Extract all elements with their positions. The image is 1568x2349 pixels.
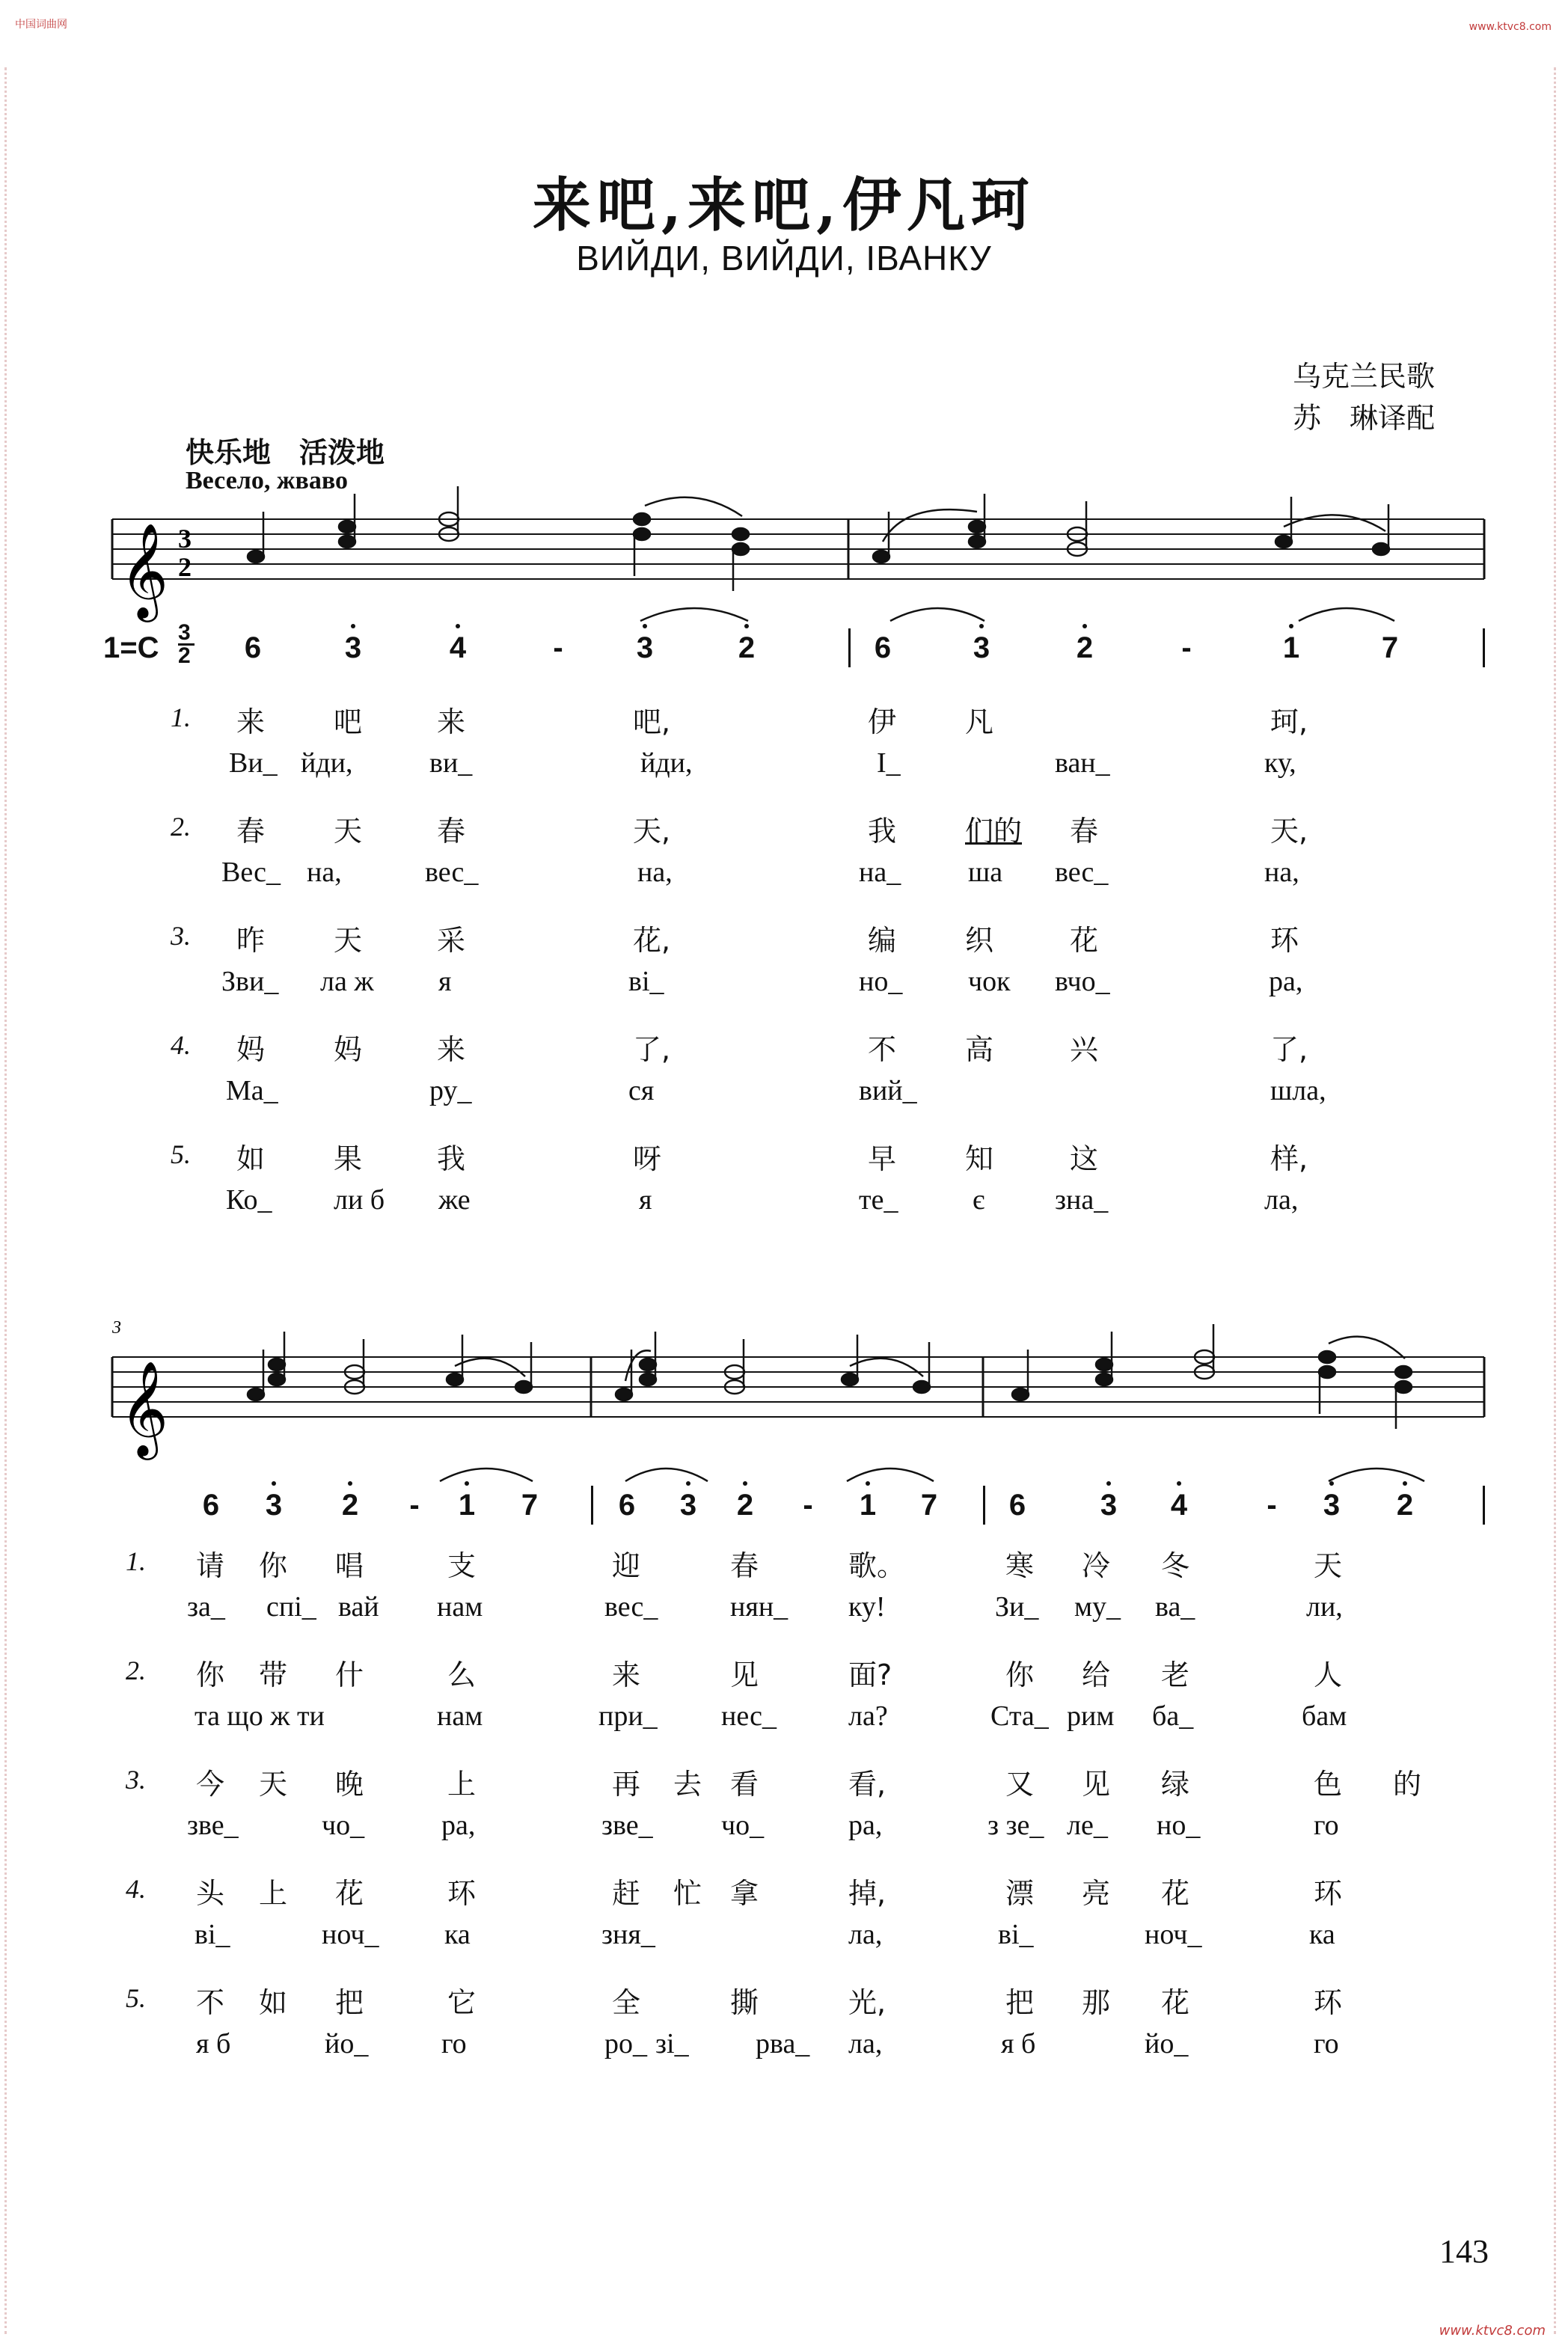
lyric-syllable-chinese: 那 <box>1082 1986 1111 2019</box>
lyric-syllable-chinese: 寒 <box>1005 1549 1035 1582</box>
lyric-syllable-russian: ру_ <box>429 1075 472 1106</box>
lyric-syllable-russian: Зви_ <box>221 966 279 997</box>
lyric-syllable-chinese: 再 <box>612 1768 641 1801</box>
lyric-syllable-chinese: 环 <box>1314 1877 1343 1910</box>
lyric-syllable-chinese: 来 <box>437 705 466 738</box>
note <box>1395 1366 1412 1378</box>
lyric-syllable-chinese: 把 <box>335 1986 364 2019</box>
lyric-syllable-chinese: 妈 <box>236 1033 266 1066</box>
lyric-syllable-russian: Ко_ <box>226 1184 272 1216</box>
lyric-syllable-russian: І_ <box>877 747 901 779</box>
lyric-syllable-chinese: 环 <box>447 1877 477 1910</box>
jianpu-note: 6 <box>1008 1489 1026 1522</box>
lyric-syllable-russian: го <box>1314 1810 1339 1841</box>
tempo-marking: 快乐地 活泼地 <box>186 436 385 469</box>
note <box>248 551 264 563</box>
lyric-syllable-chinese: 妈 <box>334 1033 363 1066</box>
lyric-syllable-russian: ла, <box>1264 1184 1299 1216</box>
lyric-syllable-chinese: 呀 <box>633 1142 662 1175</box>
jianpu-dash: - <box>553 631 563 664</box>
lyric-syllable-chinese: 天 <box>334 924 363 957</box>
lyric-syllable-chinese: 了, <box>633 1033 671 1066</box>
lyric-syllable-russian: вий_ <box>859 1075 917 1106</box>
jianpu-note: 6 <box>202 1489 220 1522</box>
barline <box>983 1486 985 1525</box>
lyric-syllable-chinese: 天 <box>1314 1549 1343 1582</box>
lyric-syllable-russian: но_ <box>859 966 903 997</box>
lyric-syllable-russian: ка <box>444 1919 471 1950</box>
lyric-syllable-chinese: 花, <box>633 924 671 957</box>
lyric-syllable-russian: зве_ <box>601 1810 653 1841</box>
note <box>640 1359 656 1370</box>
watermark-bottom: www.ktvc8.com <box>1439 2323 1546 2339</box>
barline <box>591 1486 593 1525</box>
lyric-syllable-russian: зве_ <box>187 1810 239 1841</box>
note <box>969 521 985 533</box>
lyric-syllable-russian: ся <box>628 1075 655 1106</box>
lyric-syllable-chinese: 采 <box>437 924 466 957</box>
lyric-syllable-russian: йди, <box>640 747 693 779</box>
jianpu-dash: - <box>803 1489 813 1522</box>
lyric-syllable-chinese: 环 <box>1270 924 1299 957</box>
watermark-right: www.ktvc8.com <box>1469 21 1552 33</box>
note <box>634 513 650 525</box>
lyric-syllable-chinese: 花 <box>335 1877 364 1910</box>
note <box>515 1381 532 1393</box>
lyric-syllable-russian: на, <box>637 857 673 888</box>
lyric-syllable-chinese: 带 <box>259 1659 288 1691</box>
lyric-syllable-chinese: 么 <box>447 1659 477 1691</box>
lyric-syllable-russian: ви_ <box>429 747 473 779</box>
lyric-syllable-russian: ноч_ <box>1145 1919 1202 1950</box>
notes-system-1 <box>248 486 1389 591</box>
lyric-syllable-russian: Зи_ <box>995 1591 1039 1623</box>
lyric-syllable-chinese: 人 <box>1314 1659 1343 1691</box>
lyric-syllable-chinese: 全 <box>612 1986 641 2019</box>
lyric-syllable-chinese: 看, <box>848 1768 886 1801</box>
lyric-syllable-russian: вай <box>338 1591 379 1623</box>
lyric-syllable-chinese: 面? <box>848 1659 892 1691</box>
lyric-syllable-russian: при_ <box>598 1700 658 1732</box>
verse-number: 1. <box>171 702 191 732</box>
note <box>269 1373 285 1385</box>
jianpu-note: 3 <box>967 631 996 665</box>
lyric-syllable-russian: ба_ <box>1152 1700 1194 1732</box>
lyric-syllable-chinese: 珂, <box>1270 705 1308 738</box>
lyric-syllable-russian: на, <box>307 857 342 888</box>
lyric-syllable-chinese: 花 <box>1161 1877 1190 1910</box>
lyric-syllable-russian: я <box>438 966 452 997</box>
jianpu-note: 4 <box>1164 1489 1194 1522</box>
lyric-syllable-russian: ша <box>968 857 1003 888</box>
lyric-syllable-chinese: 来 <box>437 1033 466 1066</box>
lyric-syllable-russian: ла? <box>848 1700 888 1732</box>
note <box>339 536 355 548</box>
note <box>913 1381 930 1393</box>
note <box>732 543 749 555</box>
lyric-syllable-chinese: 晚 <box>335 1768 364 1801</box>
lyric-syllable-russian: ві_ <box>628 966 664 997</box>
staff-lines-system-2 <box>112 1357 1484 1417</box>
lyric-syllable-chinese: 拿 <box>730 1877 759 1910</box>
lyric-syllable-chinese: 忙 <box>673 1877 702 1910</box>
lyric-syllable-chinese: 亮 <box>1082 1877 1111 1910</box>
note <box>1096 1373 1112 1385</box>
jianpu-note: 1 <box>853 1489 883 1522</box>
jianpu-note: 2 <box>335 1489 365 1522</box>
note <box>969 536 985 548</box>
lyric-syllable-russian: Ви_ <box>229 747 278 779</box>
lyric-syllable-chinese: 的 <box>1393 1768 1422 1801</box>
song-title: 来吧,来吧,伊凡珂 <box>532 171 1036 239</box>
jianpu-note: 3 <box>630 631 660 665</box>
lyric-syllable-chinese: 花 <box>1070 924 1099 957</box>
lyric-syllable-russian: за_ <box>187 1591 225 1623</box>
lyric-syllable-russian: ра, <box>848 1810 883 1841</box>
note <box>339 521 355 533</box>
lyric-syllable-russian: на_ <box>859 857 901 888</box>
lyric-syllable-chinese: 这 <box>1070 1142 1099 1175</box>
tempo-marking-russian: Весело, жваво <box>186 467 348 494</box>
lyric-syllable-chinese: 春 <box>730 1549 759 1582</box>
lyric-syllable-russian: нес_ <box>721 1700 777 1732</box>
lyric-syllable-chinese: 又 <box>1005 1768 1035 1801</box>
lyric-syllable-russian: го <box>441 2028 467 2059</box>
lyric-syllable-russian: те_ <box>859 1184 898 1216</box>
lyric-syllable-chinese: 头 <box>196 1877 225 1910</box>
lyric-syllable-chinese: 春 <box>1070 815 1099 848</box>
lyric-syllable-russian: зня_ <box>601 1919 655 1950</box>
lyric-syllable-russian: ван_ <box>1055 747 1110 779</box>
jianpu-dash: - <box>1267 1489 1277 1522</box>
lyric-syllable-chinese: 不 <box>868 1033 897 1066</box>
lyric-syllable-chinese: 它 <box>447 1986 477 2019</box>
treble-clef: 𝄞 <box>120 522 169 618</box>
note <box>873 551 889 563</box>
jianpu-note: 1 <box>1276 631 1306 665</box>
verse-number: 4. <box>126 1874 146 1904</box>
lyric-syllable-russian: рва_ <box>756 2028 810 2059</box>
lyric-syllable-russian: є <box>973 1184 985 1216</box>
note <box>1096 1359 1112 1370</box>
lyric-syllable-russian: ві_ <box>998 1919 1034 1950</box>
note <box>447 1373 463 1385</box>
lyric-syllable-chinese: 天 <box>334 815 363 848</box>
lyric-syllable-chinese: 来 <box>612 1659 641 1691</box>
jianpu-note: 1 <box>452 1489 482 1522</box>
verse-number: 1. <box>126 1546 146 1576</box>
lyric-syllable-chinese: 老 <box>1161 1659 1190 1691</box>
lyric-syllable-russian: вчо_ <box>1055 966 1110 997</box>
note <box>1319 1351 1335 1363</box>
lyric-syllable-russian: же <box>438 1184 471 1216</box>
lyric-syllable-russian: ка <box>1309 1919 1335 1950</box>
origin-credit: 乌克兰民歌 <box>1292 360 1435 393</box>
lyric-syllable-chinese: 看 <box>730 1768 759 1801</box>
lyric-syllable-chinese: 冷 <box>1082 1549 1111 1582</box>
lyric-syllable-russian: зі_ <box>655 2028 689 2059</box>
lyric-syllable-chinese: 春 <box>236 815 266 848</box>
note <box>248 1388 264 1400</box>
lyric-syllable-chinese: 什 <box>335 1659 364 1691</box>
lyric-syllable-chinese: 果 <box>334 1142 363 1175</box>
lyric-syllable-chinese: 昨 <box>236 924 266 957</box>
lyric-syllable-chinese: 知 <box>965 1142 994 1175</box>
lyric-syllable-chinese: 春 <box>437 815 466 848</box>
lyric-syllable-russian: ві_ <box>195 1919 230 1950</box>
lyric-syllable-russian: з зе_ <box>987 1810 1044 1841</box>
note <box>1012 1388 1029 1400</box>
lyric-syllable-chinese: 样, <box>1270 1142 1308 1175</box>
lyric-syllable-chinese: 天, <box>633 815 671 848</box>
lyric-syllable-russian: ра, <box>441 1810 476 1841</box>
song-title-russian: ВИЙДИ, ВИЙДИ, ІВАНКУ <box>576 239 992 278</box>
lyric-syllable-russian: му_ <box>1074 1591 1121 1623</box>
lyric-syllable-russian: ли, <box>1306 1591 1343 1623</box>
lyric-syllable-russian: йо_ <box>325 2028 369 2059</box>
lyric-syllable-chinese: 今 <box>196 1768 225 1801</box>
lyric-syllable-chinese: 凡 <box>965 705 994 738</box>
jianpu-note: 7 <box>1381 631 1399 664</box>
lyric-syllable-chinese: 来 <box>236 705 266 738</box>
lyric-syllable-chinese: 吧, <box>633 705 671 738</box>
lyric-syllable-russian: спі_ <box>266 1591 316 1623</box>
jianpu-note: 3 <box>673 1489 703 1522</box>
translator-credit: 苏 琳译配 <box>1292 402 1435 435</box>
jianpu-note: 3 <box>338 631 368 665</box>
note <box>616 1388 632 1400</box>
jianpu-note: 7 <box>920 1489 938 1522</box>
time-sig-bottom: 2 <box>178 643 191 668</box>
lyric-syllable-chinese: 唱 <box>335 1549 364 1582</box>
jianpu-note: 6 <box>618 1489 636 1522</box>
time-sig-bottom-staff: 2 <box>178 552 192 582</box>
verse-number: 4. <box>171 1030 191 1060</box>
lyric-syllable-russian: ку! <box>848 1591 886 1623</box>
lyric-syllable-chinese: 了, <box>1270 1033 1308 1066</box>
lyric-syllable-chinese: 我 <box>868 815 897 848</box>
key-signature: 1=C <box>103 631 159 664</box>
lyric-syllable-russian: ла, <box>848 2028 883 2059</box>
time-sig-top-staff: 3 <box>178 524 192 554</box>
lyric-syllable-chinese: 伊 <box>868 705 897 738</box>
lyric-syllable-chinese: 你 <box>196 1659 225 1691</box>
lyric-syllable-russian: Вес_ <box>221 857 281 888</box>
verse-number: 5. <box>126 1983 146 2013</box>
lyric-syllable-russian: нян_ <box>730 1591 788 1623</box>
lyric-syllable-chinese: 撕 <box>730 1986 759 2019</box>
lyric-syllable-chinese: 请 <box>196 1549 225 1582</box>
note <box>732 528 749 540</box>
lyric-syllable-russian: шла, <box>1270 1075 1326 1106</box>
lyric-syllable-russian: нам <box>437 1700 483 1732</box>
verse-number: 2. <box>171 812 191 842</box>
lyric-syllable-chinese: 迎 <box>612 1549 641 1582</box>
lyric-syllable-chinese: 吧 <box>334 705 363 738</box>
lyric-syllable-russian: бам <box>1302 1700 1347 1732</box>
lyric-syllable-russian: йо_ <box>1145 2028 1189 2059</box>
jianpu-note: 3 <box>1317 1489 1347 1522</box>
lyric-syllable-russian: рим <box>1067 1700 1115 1732</box>
lyric-syllable-russian: вес_ <box>425 857 479 888</box>
treble-clef: 𝄞 <box>120 1360 169 1456</box>
lyric-syllable-chinese: 们的 <box>965 815 1023 848</box>
time-signature-jianpu <box>178 622 195 667</box>
verse-number: 3. <box>171 921 191 951</box>
lyric-syllable-chinese: 漂 <box>1005 1877 1035 1910</box>
lyric-syllable-russian: я <box>639 1184 652 1216</box>
note <box>640 1373 656 1385</box>
lyric-syllable-chinese: 上 <box>447 1768 477 1801</box>
lyric-syllable-russian: вес_ <box>1055 857 1109 888</box>
lyric-syllable-chinese: 高 <box>965 1033 994 1066</box>
verse-number: 2. <box>126 1656 146 1685</box>
lyric-syllable-russian: ва_ <box>1155 1591 1195 1623</box>
lyric-syllable-russian: Ма_ <box>226 1075 278 1106</box>
lyric-syllable-chinese: 把 <box>1005 1986 1035 2019</box>
jianpu-note: 2 <box>732 631 762 665</box>
note <box>1275 536 1292 548</box>
lyric-syllable-chinese: 你 <box>259 1549 288 1582</box>
lyric-syllable-chinese: 光, <box>848 1986 886 2019</box>
note <box>1373 543 1389 555</box>
note <box>269 1359 285 1370</box>
lyric-syllable-chinese: 赶 <box>612 1877 641 1910</box>
lyric-syllable-chinese: 支 <box>447 1549 477 1582</box>
lyric-syllable-russian: та що ж ти <box>195 1700 325 1732</box>
lyric-syllable-russian: го <box>1314 2028 1339 2059</box>
staff-lines-system-1 <box>112 519 1484 579</box>
lyric-syllable-chinese: 织 <box>965 924 994 957</box>
measure-number: 3 <box>112 1318 121 1338</box>
lyric-syllable-chinese: 见 <box>1082 1768 1111 1801</box>
lyric-syllable-chinese: 去 <box>673 1768 702 1801</box>
jianpu-note: 7 <box>521 1489 539 1522</box>
note <box>1319 1366 1335 1378</box>
lyric-syllable-russian: ли б <box>334 1184 385 1216</box>
barline <box>1483 1486 1485 1525</box>
jianpu-note: 2 <box>730 1489 760 1522</box>
lyric-syllable-chinese: 你 <box>1005 1659 1035 1691</box>
lyric-syllable-russian: я б <box>1001 2028 1036 2059</box>
lyric-syllable-chinese: 不 <box>196 1986 225 2019</box>
lyric-syllable-russian: ла, <box>848 1919 883 1950</box>
note <box>1395 1381 1412 1393</box>
jianpu-note: 6 <box>244 631 262 664</box>
lyric-syllable-chinese: 花 <box>1161 1986 1190 2019</box>
lyric-syllable-chinese: 色 <box>1314 1768 1343 1801</box>
lyric-syllable-russian: чо_ <box>721 1810 765 1841</box>
lyric-syllable-russian: чок <box>968 966 1011 997</box>
jianpu-note: 4 <box>443 631 473 665</box>
lyric-syllable-chinese: 编 <box>868 924 897 957</box>
lyric-syllable-chinese: 天, <box>1270 815 1308 848</box>
barline <box>1483 628 1485 667</box>
jianpu-dash: - <box>1181 631 1192 664</box>
lyric-syllable-chinese: 歌。 <box>848 1549 906 1582</box>
lyric-syllable-chinese: 天 <box>259 1768 288 1801</box>
notes-system-2 <box>248 1324 1412 1429</box>
jianpu-note: 2 <box>1070 631 1100 665</box>
lyric-syllable-russian: я б <box>196 2028 231 2059</box>
lyric-syllable-chinese: 环 <box>1314 1986 1343 2019</box>
jianpu-note: 6 <box>874 631 892 664</box>
lyric-syllable-chinese: 我 <box>437 1142 466 1175</box>
lyric-syllable-chinese: 如 <box>259 1986 288 2019</box>
lyric-syllable-russian: ку, <box>1264 747 1296 779</box>
jianpu-note: 2 <box>1390 1489 1420 1522</box>
verse-number: 3. <box>126 1765 146 1795</box>
lyric-syllable-russian: чо_ <box>322 1810 365 1841</box>
lyric-syllable-chinese: 上 <box>259 1877 288 1910</box>
lyric-syllable-russian: на, <box>1264 857 1299 888</box>
page-number: 143 <box>1439 2233 1489 2270</box>
lyric-syllable-russian: ла ж <box>320 966 374 997</box>
lyric-syllable-russian: нам <box>437 1591 483 1623</box>
note <box>634 528 650 540</box>
lyric-syllable-chinese: 早 <box>868 1142 897 1175</box>
lyric-syllable-chinese: 见 <box>730 1659 759 1691</box>
lyric-syllable-chinese: 如 <box>236 1142 266 1175</box>
lyric-syllable-russian: ноч_ <box>322 1919 379 1950</box>
lyric-syllable-russian: йди, <box>301 747 353 779</box>
verse-number: 5. <box>171 1139 191 1169</box>
lyric-syllable-russian: ро_ <box>604 2028 647 2059</box>
watermark-left: 中国词曲网 <box>15 19 67 31</box>
lyric-syllable-russian: ле_ <box>1067 1810 1108 1841</box>
lyric-syllable-chinese: 掉, <box>848 1877 886 1910</box>
lyric-syllable-chinese: 兴 <box>1070 1033 1099 1066</box>
jianpu-dash: - <box>409 1489 420 1522</box>
lyric-syllable-russian: зна_ <box>1055 1184 1109 1216</box>
time-sig-top: 3 <box>178 620 191 645</box>
lyric-syllable-russian: ра, <box>1269 966 1303 997</box>
lyric-syllable-chinese: 绿 <box>1161 1768 1190 1801</box>
lyric-syllable-chinese: 冬 <box>1161 1549 1190 1582</box>
barline <box>848 628 851 667</box>
note <box>842 1373 858 1385</box>
lyric-syllable-russian: вес_ <box>604 1591 658 1623</box>
lyric-syllable-russian: но_ <box>1157 1810 1201 1841</box>
lyric-syllable-russian: Ста_ <box>990 1700 1049 1732</box>
lyric-syllable-chinese: 给 <box>1082 1659 1111 1691</box>
jianpu-note: 3 <box>259 1489 289 1522</box>
jianpu-note: 3 <box>1094 1489 1124 1522</box>
